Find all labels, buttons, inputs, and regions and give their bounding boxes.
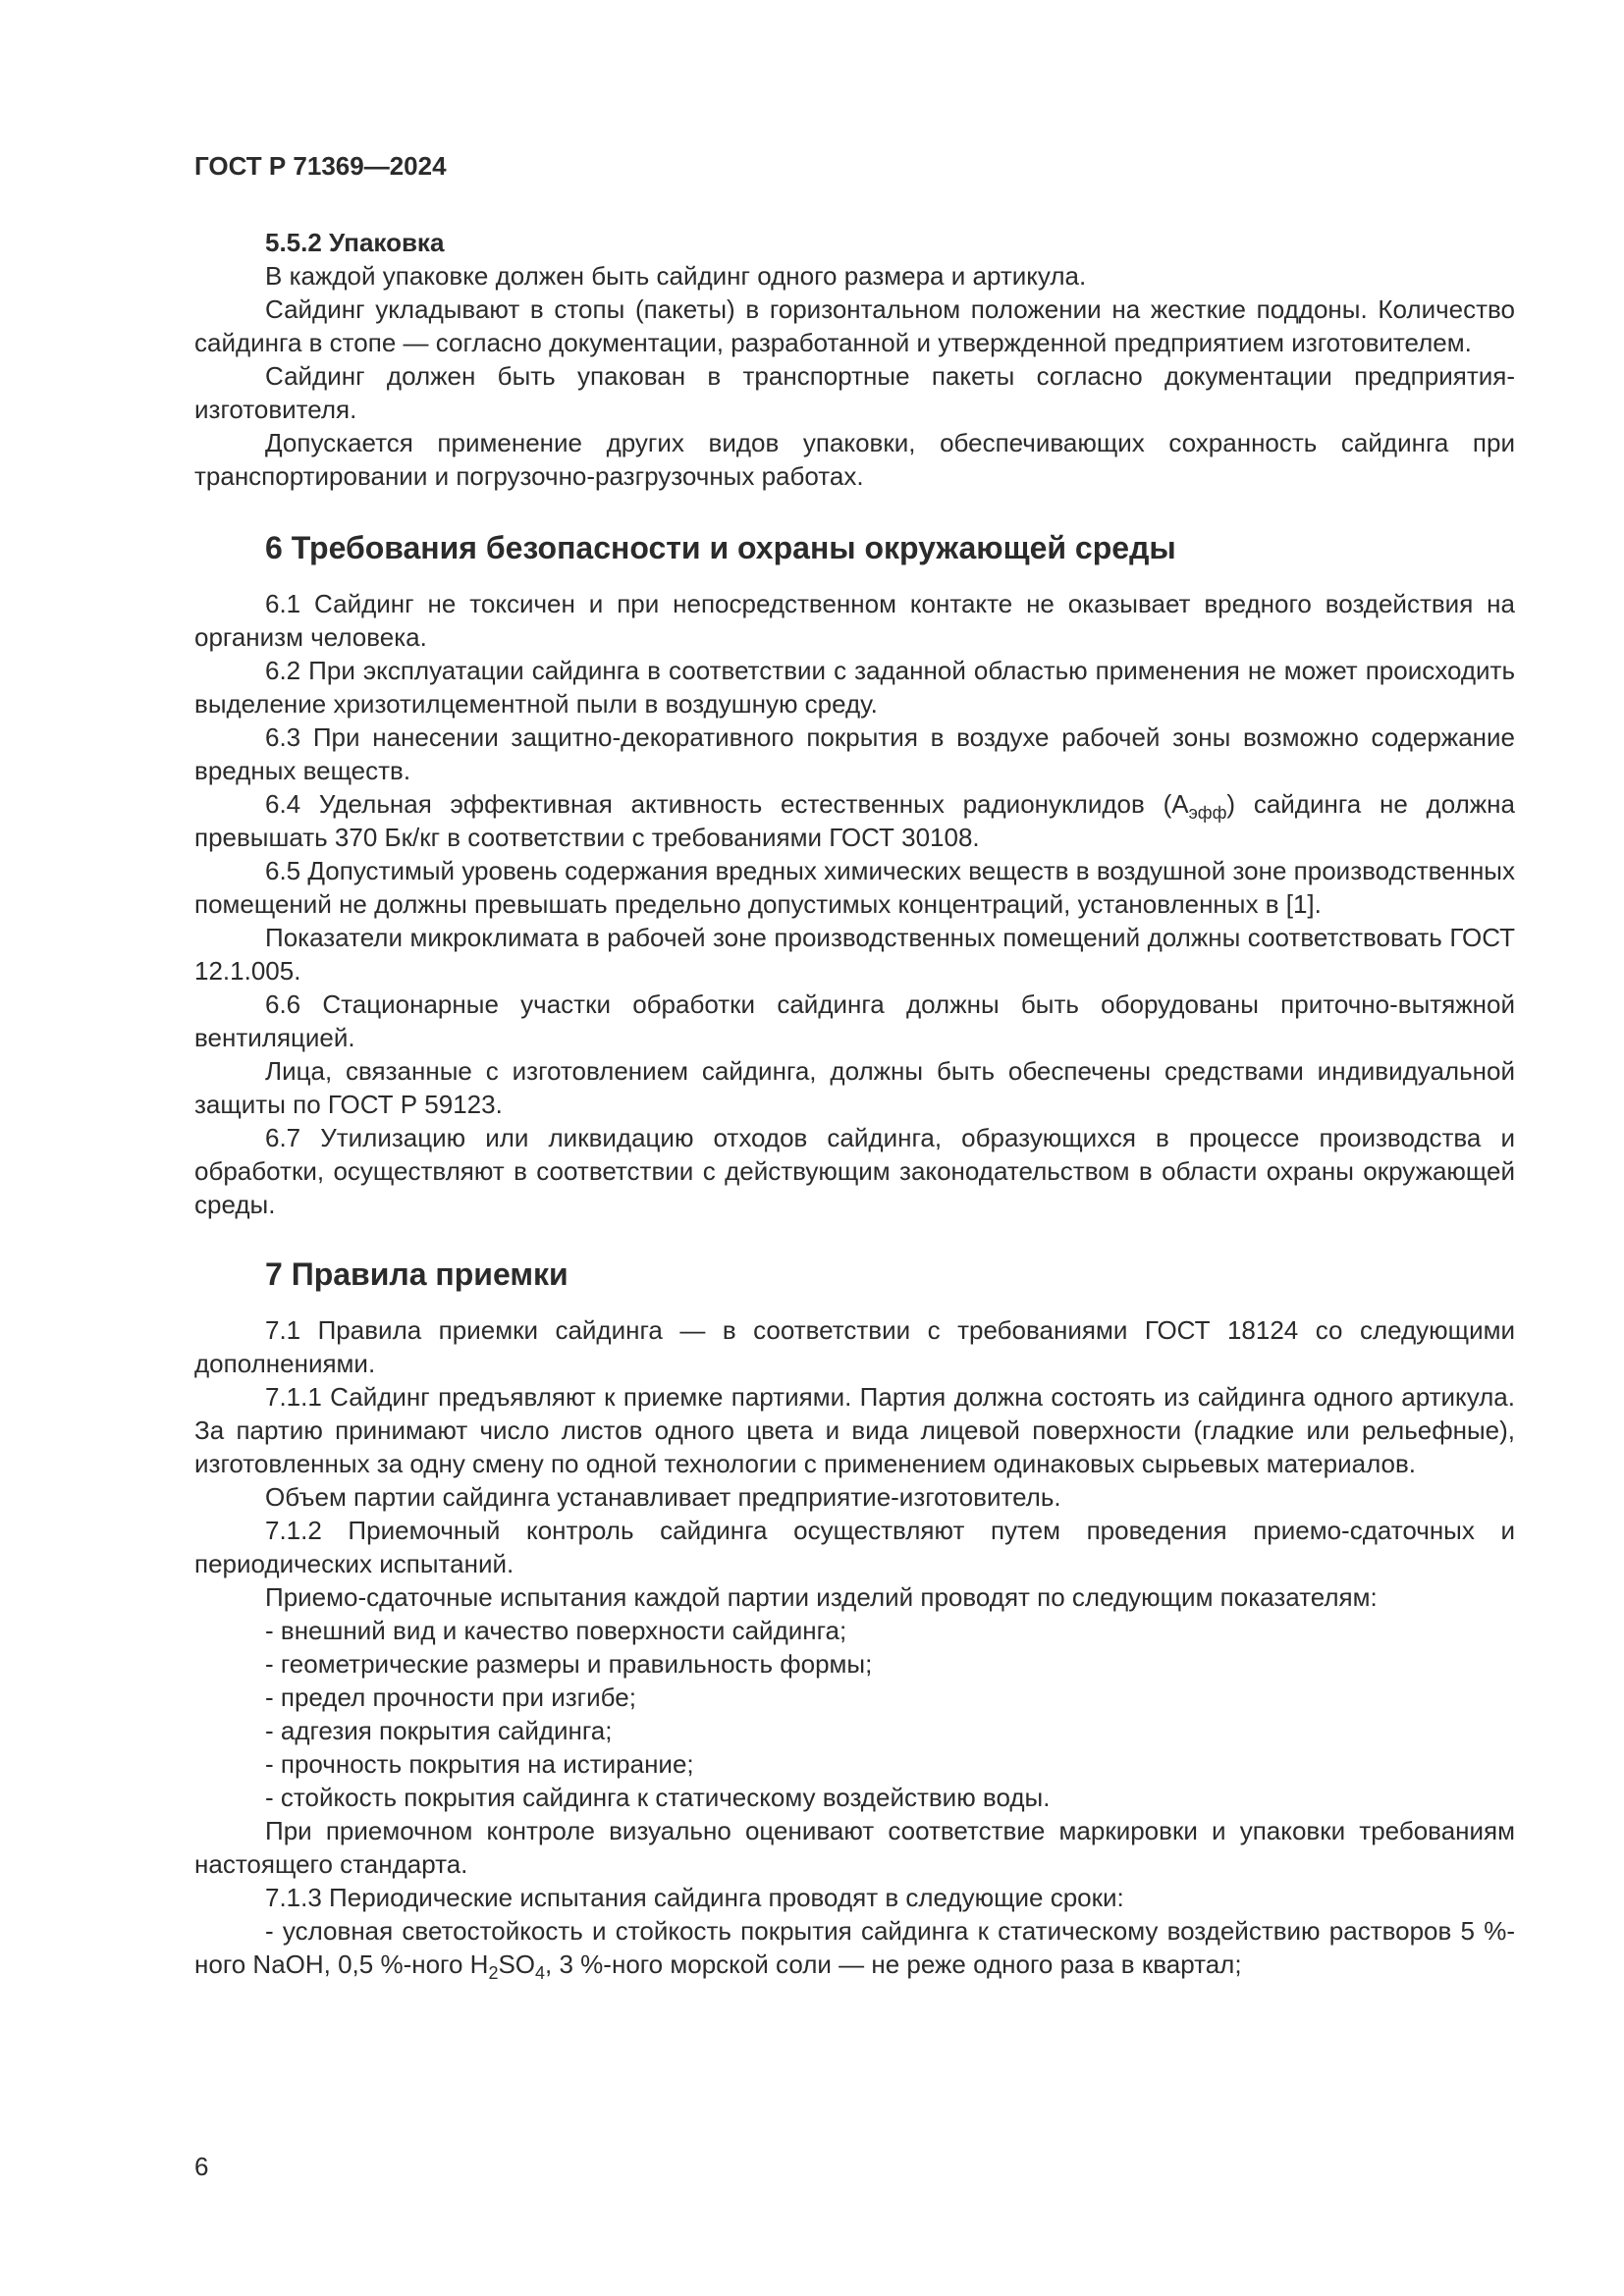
list-item: - предел прочности при изгибе; [265,1682,636,1712]
clause-6-3: 6.3 При нанесении защитно-декоративного покрытия в воздухе рабочей зоны возможно содержание вредных веществ. [194,722,1515,785]
paragraph: При приемочном контроле визуально оценивают соответствие маркировки и упаковки требованиям настоящего стандарта. [194,1816,1515,1879]
list-item: - внешний вид и качество поверхности сайдинга; [265,1616,847,1645]
section-7-heading: 7 Правила приемки [265,1256,568,1292]
paragraph: В каждой упаковке должен быть сайдинг одного размера и артикула. [265,261,1087,291]
paragraph: Сайдинг должен быть упакован в транспортные пакеты согласно документации предприятия-изготовителя. [194,361,1515,424]
list-item-text-c: , 3 %-ного морской соли — не реже одного раза в квартал; [545,1949,1242,1979]
document-header: ГОСТ Р 71369—2024 [194,151,447,181]
paragraph: Допускается применение других видов упаковки, обеспечивающих сохранность сайдинга при транспортировании и погрузочно-разгрузочных работах. [194,428,1515,491]
clause-6-4-text-a: 6.4 Удельная эффективная активность естественных радионуклидов (А [265,789,1189,819]
paragraph: Сайдинг укладывают в стопы (пакеты) в горизонтальном положении на жесткие поддоны. Количество сайдинга в стопе — согласно документации, разработанной и утвержденной предприятием изготовителем. [194,294,1515,357]
clause-6-7: 6.7 Утилизацию или ликвидацию отходов сайдинга, образующихся в процессе производства и обработки, осуществляют в соответствии с действующим законодательством в области охраны окружающей среды. [194,1123,1515,1219]
list-item-text-b: SO [498,1949,536,1979]
list-item: - адгезия покрытия сайдинга; [265,1716,613,1745]
page-content [194,226,1515,1981]
clause-5-5-2-title: 5.5.2 Упаковка [265,228,445,257]
clause-6-4-text-b: ) сайдинга не должна превышать 370 Бк/кг в соответствии с требованиями ГОСТ 30108. [194,789,1516,852]
clause-7-1: 7.1 Правила приемки сайдинга — в соответствии с требованиями ГОСТ 18124 со следующими дополнениями. [194,1315,1515,1378]
paragraph: Лица, связанные с изготовлением сайдинга, должны быть обеспечены средствами индивидуальной защиты по ГОСТ Р 59123. [194,1056,1515,1119]
clause-6-1: 6.1 Сайдинг не токсичен и при непосредственном контакте не оказывает вредного воздействия на организм человека. [194,589,1515,652]
clause-6-6: 6.6 Стационарные участки обработки сайдинга должны быть оборудованы приточно-вытяжной вентиляцией. [194,989,1515,1052]
clause-6-4-subscript: эфф [1188,803,1227,823]
list-item [194,1914,1515,1981]
paragraph: Показатели микроклимата в рабочей зоне производственных помещений должны соответствовать ГОСТ 12.1.005. [194,923,1515,986]
subscript: 2 [488,1963,499,1983]
list-item: - геометрические размеры и правильность формы; [265,1649,873,1679]
list-item: - стойкость покрытия сайдинга к статическому воздействию воды. [265,1783,1051,1812]
page-number: 6 [194,2152,209,2181]
paragraph: Приемо-сдаточные испытания каждой партии изделий проводят по следующим показателям: [265,1582,1378,1612]
list-item-text-a: - условная светостойкость и стойкость покрытия сайдинга к статическому воздействию растворов 5 %-ного NaOH, 0,5 %-ного H [194,1916,1515,1979]
section-6-heading: 6 Требования безопасности и охраны окружающей среды [265,530,1176,565]
clause-6-5: 6.5 Допустимый уровень содержания вредных химических веществ в воздушной зоне производственных помещений не должны превышать предельно допустимых концентраций, установленных в [1]. [194,856,1515,919]
list-item: - прочность покрытия на истирание; [265,1749,694,1779]
clause-7-1-1: 7.1.1 Сайдинг предъявляют к приемке партиями. Партия должна состоять из сайдинга одного артикула. За партию принимают число листов одного цвета и вида лицевой поверхности (гладкие или рельефные), изготовленных за одну смену по одной технологии с применением одинаковых сырьевых материалов. [194,1382,1515,1478]
clause-6-4 [194,787,1515,854]
clause-7-1-2: 7.1.2 Приемочный контроль сайдинга осуществляют путем проведения приемо-сдаточных и периодических испытаний. [194,1516,1515,1578]
paragraph: Объем партии сайдинга устанавливает предприятие-изготовитель. [265,1482,1061,1512]
subscript: 4 [535,1963,546,1983]
clause-7-1-3: 7.1.3 Периодические испытания сайдинга проводят в следующие сроки: [265,1883,1124,1912]
clause-6-2: 6.2 При эксплуатации сайдинга в соответствии с заданной областью применения не может происходить выделение хризотилцементной пыли в воздушную среду. [194,656,1515,719]
